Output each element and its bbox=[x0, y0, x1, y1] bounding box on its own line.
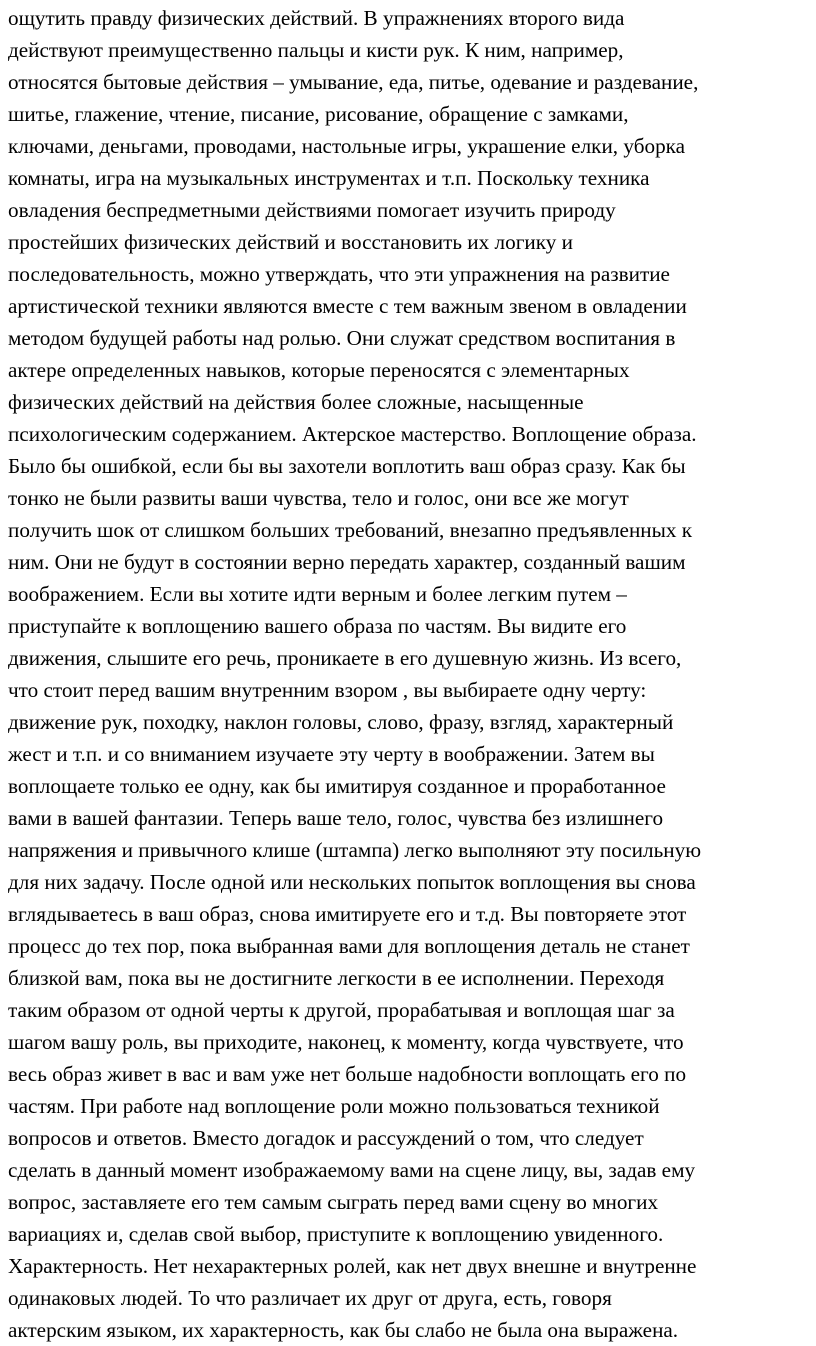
text-line: психологическим содержанием. Актерское мастерство. Воплощение образа. bbox=[8, 422, 697, 446]
text-line: относятся бытовые действия – умывание, еда, питье, одевание и раздевание, bbox=[8, 70, 699, 94]
text-line: артистической техники являются вместе с тем важным звеном в овладении bbox=[8, 294, 687, 318]
text-line: шитье, глажение, чтение, писание, рисование, обращение с замками, bbox=[8, 102, 629, 126]
text-line: шагом вашу роль, вы приходите, наконец, к моменту, когда чувствуете, что bbox=[8, 1030, 684, 1054]
text-line: частям. При работе над воплощение роли можно пользоваться техникой bbox=[8, 1094, 660, 1118]
text-line: простейших физических действий и восстановить их логику и bbox=[8, 230, 573, 254]
text-line: таким образом от одной черты к другой, прорабатывая и воплощая шаг за bbox=[8, 998, 675, 1022]
text-line: одинаковых людей. То что различает их друг от друга, есть, говоря bbox=[8, 1286, 612, 1310]
text-line: актере определенных навыков, которые переносятся с элементарных bbox=[8, 358, 630, 382]
text-line: движение рук, походку, наклон головы, слово, фразу, взгляд, характерный bbox=[8, 710, 674, 734]
text-line: ощутить правду физических действий. В упражнениях второго вида bbox=[8, 6, 625, 30]
text-line: действуют преимущественно пальцы и кисти рук. К ним, например, bbox=[8, 38, 624, 62]
text-line: методом будущей работы над ролью. Они служат средством воспитания в bbox=[8, 326, 676, 350]
text-line: Характерность. Нет нехарактерных ролей, как нет двух внешне и внутренне bbox=[8, 1254, 697, 1278]
text-line: приступайте к воплощению вашего образа по частям. Вы видите его bbox=[8, 614, 627, 638]
text-line: получить шок от слишком больших требований, внезапно предъявленных к bbox=[8, 518, 693, 542]
text-line: вариациях и, сделав свой выбор, приступите к воплощению увиденного. bbox=[8, 1222, 664, 1246]
text-line: воображением. Если вы хотите идти верным и более легким путем – bbox=[8, 582, 627, 606]
body-text bbox=[8, 2, 808, 1346]
text-line: жест и т.п. и со вниманием изучаете эту черту в воображении. Затем вы bbox=[8, 742, 655, 766]
text-line: Было бы ошибкой, если бы вы захотели воплотить ваш образ сразу. Как бы bbox=[8, 454, 686, 478]
text-line: напряжения и привычного клише (штампа) легко выполняют эту посильную bbox=[8, 838, 702, 862]
text-line: вопросов и ответов. Вместо догадок и рассуждений о том, что следует bbox=[8, 1126, 644, 1150]
text-line: физических действий на действия более сложные, насыщенные bbox=[8, 390, 584, 414]
text-line: сделать в данный момент изображаемому вами на сцене лицу, вы, задав ему bbox=[8, 1158, 696, 1182]
text-line: вами в вашей фантазии. Теперь ваше тело, голос, чувства без излишнего bbox=[8, 806, 664, 830]
text-line: весь образ живет в вас и вам уже нет больше надобности воплощать его по bbox=[8, 1062, 687, 1086]
text-line: тонко не были развиты ваши чувства, тело и голос, они все же могут bbox=[8, 486, 629, 510]
text-line: процесс до тех пор, пока выбранная вами для воплощения деталь не станет bbox=[8, 934, 690, 958]
text-line: вопрос, заставляете его тем самым сыграть перед вами сцену во многих bbox=[8, 1190, 659, 1214]
text-line: комнаты, игра на музыкальных инструментах и т.п. Поскольку техника bbox=[8, 166, 650, 190]
text-line: ключами, деньгами, проводами, настольные игры, украшение елки, уборка bbox=[8, 134, 686, 158]
text-line: для них задачу. После одной или нескольких попыток воплощения вы снова bbox=[8, 870, 696, 894]
text-line: актерским языком, их характерность, как бы слабо не была она выражена. bbox=[8, 1318, 679, 1342]
text-line: воплощаете только ее одну, как бы имитируя созданное и проработанное bbox=[8, 774, 666, 798]
text-line: близкой вам, пока вы не достигните легкости в ее исполнении. Переходя bbox=[8, 966, 665, 990]
text-line: последовательность, можно утверждать, что эти упражнения на развитие bbox=[8, 262, 670, 286]
text-line: ним. Они не будут в состоянии верно передать характер, созданный вашим bbox=[8, 550, 686, 574]
text-line: овладения беспредметными действиями помогает изучить природу bbox=[8, 198, 616, 222]
text-line: что стоит перед вашим внутренним взором , вы выбираете одну черту: bbox=[8, 678, 647, 702]
text-line: движения, слышите его речь, проникаете в его душевную жизнь. Из всего, bbox=[8, 646, 682, 670]
text-line: вглядываетесь в ваш образ, снова имитируете его и т.д. Вы повторяете этот bbox=[8, 902, 687, 926]
